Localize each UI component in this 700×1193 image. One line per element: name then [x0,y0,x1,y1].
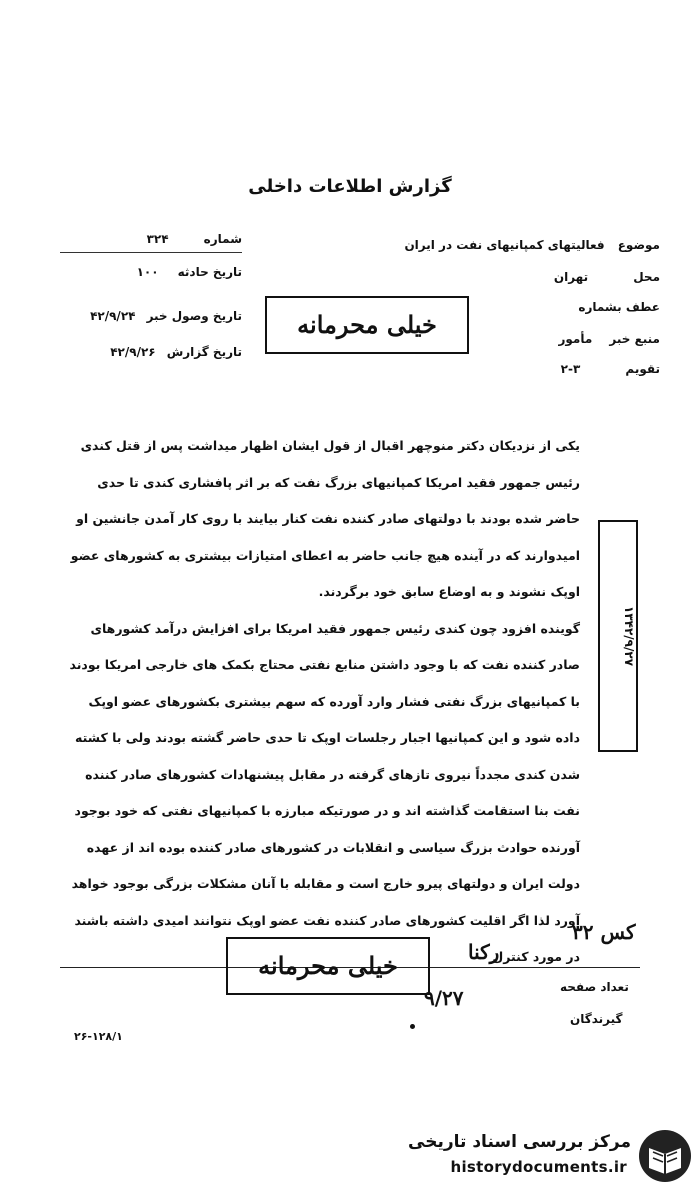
field-value: ۳-۲ [560,362,581,376]
field-label: تاریخ حادثه [177,265,242,279]
logo-text-en: historydocuments.ir [450,1158,627,1176]
signature-middle: رکنا [468,940,500,964]
field-rating [370,358,660,384]
field-value: تهران [553,270,589,284]
report-body [60,428,580,976]
field-location [370,266,660,292]
body-paragraph-2: گوینده افزود چون کندی رئیس جمهور فقید امریکا برای افزایش درآمد کشورهای صادر کننده نفت که با وجود داشتن منابع نفتی محتاج بکمک های خارجی امریکا بودند با کمپانیهای بزرگ نفتی فشار وارد آورده که سهم بیشتری بکشورهای عضو اوپک داده شود و این کمپانیها اجبار رجلسات اوپک تا حدی حاضر گشته بودند ولی با کشته شدن کندی مجدداً نیروی تازهای گرفته در مقابل پیشنهادات کشورهای صادر کننده نفت بنا استقامت گذاشته اند و در صورتیکه مبارزه با کمپانیهای نفتی که خود بوجود آورنده حوادث بزرگ سیاسی و انقلابات در کشورهای صادر کننده بوده اند از عهده دولت ایران و دولتهای پیرو خارج است و مقابله با آنان مشکلات بزرگی بوجود خواهد آورد لذا اگر اقلیت کشورهای صادر کننده نفت عضو اوپک نتوانند امیدی داشته باشند در مورد کنترل [69,620,580,964]
field-value: ۳۲۴ [146,232,169,246]
confidential-stamp-top: خیلی محرمانه [265,296,469,354]
signature-right: کس ۳۲ [572,920,636,944]
logo-text-fa: مرکز بررسی اسناد تاریخی [408,1132,631,1152]
field-value: ۴۲/۹/۲۶ [110,345,156,359]
field-number [60,228,242,253]
field-value: ۴۲/۹/۲۴ [90,309,136,323]
ink-dot [410,1024,415,1029]
book-icon [637,1128,693,1184]
archive-logo [408,1126,693,1186]
left-fields [60,228,242,365]
recipients-label: گیرندگان [570,1012,623,1026]
field-value: فعالیتهای کمپانیهای نفت در ایران [404,238,605,252]
footer-code: ۲۶-۱۲۸/۱ [74,1030,123,1043]
field-label: تاریخ وصول خبر [146,309,242,323]
field-label: منبع خبر [609,332,660,346]
field-value: ۱۰۰ [136,265,159,279]
field-report-date [60,341,242,365]
field-received-date [60,305,242,329]
field-value: مأمور [558,332,593,346]
report-title: گزارش اطلاعات داخلی [248,176,452,197]
field-label: شماره [203,232,242,246]
body-paragraph-1: یکی از نزدیکان دکتر منوچهر اقبال از قول ایشان اظهار میداشت پس از قتل کندی رئیس جمهور فقید امریکا کمپانیهای بزرگ نفت که بر اثر پافشاری کندی تا حدی حاضر شده بودند با دولتهای صادر کننده نفت کنار بیایند با روی کار آمدن جانشین او امیدوارند که در آینده هیچ جانب حاضر به اعطای امتیازات بیشتری به کشورهای عضو اوپک نشوند و به اوضاع سابق خود برگردند. [70,438,580,599]
field-incident-date [60,261,242,285]
side-date-stamp: ۱۳۴۲/۹/۲۷ [598,520,638,752]
field-label: محل [633,270,660,284]
field-label: عطف بشماره [578,300,660,314]
page-count-label: تعداد صفحه [560,980,629,994]
field-label: تقویم [625,362,660,376]
handwritten-date: ۹/۲۷ [424,986,464,1010]
field-label: موضوع [617,238,660,252]
confidential-stamp-bottom: خیلی محرمانه [226,937,430,995]
field-label: تاریخ گزارش [166,345,242,359]
field-subject [370,234,660,260]
